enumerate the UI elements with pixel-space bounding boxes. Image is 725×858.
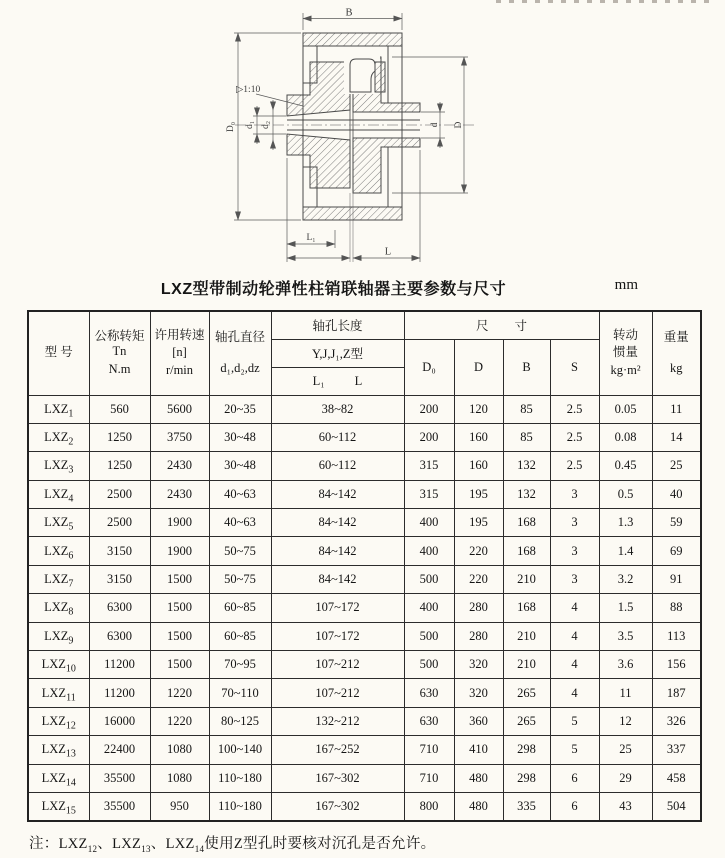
table-row xyxy=(28,423,701,451)
model-cell: $LXZ_{15}$ xyxy=(28,792,89,820)
value-cell: 4 xyxy=(550,679,599,707)
taper-label: ▷1:10 xyxy=(236,85,261,95)
value-cell: 2500 xyxy=(89,480,150,508)
value-cell: 80~125 xyxy=(209,707,271,735)
value-cell: 800 xyxy=(404,792,454,820)
table-row xyxy=(28,509,701,537)
header-dimensions: 尺寸 xyxy=(404,311,599,339)
dimension-lines xyxy=(234,13,468,262)
value-cell: 50~75 xyxy=(209,565,271,593)
value-cell: 337 xyxy=(652,736,701,764)
value-cell: 22400 xyxy=(89,736,150,764)
value-cell: 1900 xyxy=(150,509,209,537)
value-cell: 710 xyxy=(404,736,454,764)
header-inertia-line3: kg·m² xyxy=(610,363,641,378)
value-cell: 6 xyxy=(550,792,599,820)
coupling-body xyxy=(287,33,420,220)
value-cell: 3 xyxy=(550,537,599,565)
value-cell: 35500 xyxy=(89,764,150,792)
title-row xyxy=(27,276,700,300)
dim-label-d2: d₂ xyxy=(261,120,271,130)
value-cell: 3750 xyxy=(150,423,209,451)
value-cell: 4 xyxy=(550,651,599,679)
value-cell: 40~63 xyxy=(209,480,271,508)
value-cell: 35500 xyxy=(89,792,150,820)
value-cell: 167~302 xyxy=(271,764,404,792)
model-cell: $LXZ_{10}$ xyxy=(28,651,89,679)
dim-label-D: D xyxy=(454,121,464,129)
model-cell: $LXZ_8$ xyxy=(28,594,89,622)
value-cell: 187 xyxy=(652,679,701,707)
value-cell: 25 xyxy=(599,736,652,764)
value-cell: 20~35 xyxy=(209,395,271,423)
table-row xyxy=(28,792,701,820)
value-cell: 210 xyxy=(503,565,550,593)
value-cell: 40~63 xyxy=(209,509,271,537)
value-cell: 2500 xyxy=(89,509,150,537)
value-cell: 84~142 xyxy=(271,565,404,593)
table-row xyxy=(28,707,701,735)
model-cell: $LXZ_1$ xyxy=(28,395,89,423)
header-torque-line1: 公称转矩Tn xyxy=(94,328,145,359)
value-cell: 50~75 xyxy=(209,537,271,565)
page-title: LXZ型带制动轮弹性柱销联轴器主要参数与尺寸 xyxy=(160,281,507,298)
value-cell: 210 xyxy=(503,622,550,650)
value-cell: 60~85 xyxy=(209,622,271,650)
value-cell: 0.05 xyxy=(599,395,652,423)
value-cell: 4 xyxy=(550,594,599,622)
table-row xyxy=(28,565,701,593)
value-cell: 195 xyxy=(454,509,503,537)
model-cell: $LXZ_9$ xyxy=(28,622,89,650)
value-cell: 265 xyxy=(503,707,550,735)
table-body xyxy=(28,395,701,821)
value-cell: 1080 xyxy=(150,764,209,792)
value-cell: 1500 xyxy=(150,565,209,593)
value-cell: 3.5 xyxy=(599,622,652,650)
header-speed-line2: [n] xyxy=(172,345,187,360)
model-cell: $LXZ_3$ xyxy=(28,452,89,480)
value-cell: 1250 xyxy=(89,452,150,480)
model-cell: $LXZ_7$ xyxy=(28,565,89,593)
value-cell: 84~142 xyxy=(271,480,404,508)
dim-label-d: d xyxy=(430,122,440,128)
value-cell: 120 xyxy=(454,395,503,423)
header-model-label: 型 号 xyxy=(44,345,73,360)
clipped-text-fragment xyxy=(496,0,710,3)
header-weight-line1: 重量 xyxy=(663,329,689,344)
value-cell: 630 xyxy=(404,707,454,735)
value-cell: 1220 xyxy=(150,679,209,707)
value-cell: 200 xyxy=(404,423,454,451)
header-weight xyxy=(652,311,701,395)
value-cell: 59 xyxy=(652,509,701,537)
value-cell: 5 xyxy=(550,707,599,735)
value-cell: 560 xyxy=(89,395,150,423)
value-cell: 85 xyxy=(503,423,550,451)
model-cell: $LXZ_4$ xyxy=(28,480,89,508)
value-cell: 107~172 xyxy=(271,622,404,650)
value-cell: 88 xyxy=(652,594,701,622)
parameter-table xyxy=(27,310,702,822)
value-cell: 5600 xyxy=(150,395,209,423)
table-row xyxy=(28,452,701,480)
value-cell: 167~302 xyxy=(271,792,404,820)
header-L1-label: L₁ xyxy=(312,373,325,388)
value-cell: 1080 xyxy=(150,736,209,764)
value-cell: 1.4 xyxy=(599,537,652,565)
value-cell: 70~95 xyxy=(209,651,271,679)
value-cell: 1220 xyxy=(150,707,209,735)
value-cell: 480 xyxy=(454,792,503,820)
value-cell: 132~212 xyxy=(271,707,404,735)
value-cell: 30~48 xyxy=(209,452,271,480)
header-L-label: L xyxy=(354,373,363,388)
value-cell: 2.5 xyxy=(550,395,599,423)
value-cell: 458 xyxy=(652,764,701,792)
value-cell: 60~112 xyxy=(271,423,404,451)
header-inertia-line2: 惯量 xyxy=(613,345,639,360)
table-header xyxy=(28,311,701,395)
header-bore-length: 轴孔长度 xyxy=(271,311,404,339)
value-cell: 25 xyxy=(652,452,701,480)
value-cell: 280 xyxy=(454,622,503,650)
value-cell: 220 xyxy=(454,537,503,565)
value-cell: 3.6 xyxy=(599,651,652,679)
value-cell: 315 xyxy=(404,452,454,480)
value-cell: 335 xyxy=(503,792,550,820)
value-cell: 320 xyxy=(454,651,503,679)
value-cell: 3150 xyxy=(89,537,150,565)
value-cell: 107~212 xyxy=(271,679,404,707)
header-bore-diameter-line1: 轴孔直径 xyxy=(214,329,265,344)
header-weight-line2: kg xyxy=(670,361,683,376)
header-speed xyxy=(150,311,209,395)
header-col-S: S xyxy=(550,339,599,395)
value-cell: 84~142 xyxy=(271,537,404,565)
header-speed-line3: r/min xyxy=(165,363,194,378)
header-bore-diameter xyxy=(209,311,271,395)
value-cell: 3150 xyxy=(89,565,150,593)
value-cell: 360 xyxy=(454,707,503,735)
value-cell: 2430 xyxy=(150,452,209,480)
value-cell: 69 xyxy=(652,537,701,565)
value-cell: 156 xyxy=(652,651,701,679)
value-cell: 4 xyxy=(550,622,599,650)
value-cell: 11200 xyxy=(89,651,150,679)
header-L1-L xyxy=(271,367,404,395)
value-cell: 6300 xyxy=(89,594,150,622)
value-cell: 950 xyxy=(150,792,209,820)
dim-label-B: B xyxy=(345,7,353,19)
header-inertia-line1: 转动 xyxy=(613,327,639,342)
value-cell: 320 xyxy=(454,679,503,707)
value-cell: 30~48 xyxy=(209,423,271,451)
value-cell: 29 xyxy=(599,764,652,792)
value-cell: 0.45 xyxy=(599,452,652,480)
value-cell: 91 xyxy=(652,565,701,593)
value-cell: 298 xyxy=(503,764,550,792)
value-cell: 11 xyxy=(599,679,652,707)
dim-label-L1: L₁ xyxy=(306,233,316,243)
table-row xyxy=(28,736,701,764)
value-cell: 504 xyxy=(652,792,701,820)
value-cell: 70~110 xyxy=(209,679,271,707)
model-cell: $LXZ_2$ xyxy=(28,423,89,451)
value-cell: 480 xyxy=(454,764,503,792)
value-cell: 160 xyxy=(454,423,503,451)
value-cell: 167~252 xyxy=(271,736,404,764)
value-cell: 43 xyxy=(599,792,652,820)
table-row xyxy=(28,651,701,679)
value-cell: 5 xyxy=(550,736,599,764)
unit-label: mm xyxy=(614,277,638,293)
dim-label-d1: d₁ xyxy=(245,120,255,130)
value-cell: 107~172 xyxy=(271,594,404,622)
value-cell: 195 xyxy=(454,480,503,508)
value-cell: 168 xyxy=(503,594,550,622)
model-cell: $LXZ_{12}$ xyxy=(28,707,89,735)
value-cell: 2.5 xyxy=(550,423,599,451)
table-row xyxy=(28,537,701,565)
value-cell: 110~180 xyxy=(209,792,271,820)
table-row xyxy=(28,594,701,622)
value-cell: 60~112 xyxy=(271,452,404,480)
value-cell: 500 xyxy=(404,622,454,650)
value-cell: 11200 xyxy=(89,679,150,707)
table-row xyxy=(28,679,701,707)
value-cell: 200 xyxy=(404,395,454,423)
value-cell: 1250 xyxy=(89,423,150,451)
value-cell: 11 xyxy=(652,395,701,423)
value-cell: 107~212 xyxy=(271,651,404,679)
header-col-B: B xyxy=(503,339,550,395)
value-cell: 220 xyxy=(454,565,503,593)
value-cell: 1500 xyxy=(150,622,209,650)
table-row xyxy=(28,622,701,650)
table-row xyxy=(28,480,701,508)
value-cell: 1500 xyxy=(150,594,209,622)
header-col-D: D xyxy=(454,339,503,395)
model-cell: $LXZ_5$ xyxy=(28,509,89,537)
value-cell: 0.5 xyxy=(599,480,652,508)
value-cell: 6300 xyxy=(89,622,150,650)
header-bore-diameter-line2: d₁,d₂,dz xyxy=(220,361,260,376)
value-cell: 6 xyxy=(550,764,599,792)
value-cell: 410 xyxy=(454,736,503,764)
value-cell: 3 xyxy=(550,509,599,537)
footnote: 注：$LXZ_{12}$、$LXZ_{13}$、$LXZ_{14}$使用Z型孔时要核对沉孔是否允许。 xyxy=(29,836,436,854)
value-cell: 1900 xyxy=(150,537,209,565)
value-cell: 168 xyxy=(503,537,550,565)
value-cell: 0.08 xyxy=(599,423,652,451)
value-cell: 113 xyxy=(652,622,701,650)
value-cell: 84~142 xyxy=(271,509,404,537)
dim-label-L: L xyxy=(384,246,392,258)
model-cell: $LXZ_6$ xyxy=(28,537,89,565)
value-cell: 2430 xyxy=(150,480,209,508)
model-cell: $LXZ_{14}$ xyxy=(28,764,89,792)
value-cell: 710 xyxy=(404,764,454,792)
model-cell: $LXZ_{13}$ xyxy=(28,736,89,764)
value-cell: 85 xyxy=(503,395,550,423)
value-cell: 1500 xyxy=(150,651,209,679)
value-cell: 265 xyxy=(503,679,550,707)
value-cell: 500 xyxy=(404,565,454,593)
value-cell: 100~140 xyxy=(209,736,271,764)
value-cell: 1.5 xyxy=(599,594,652,622)
value-cell: 280 xyxy=(454,594,503,622)
value-cell: 110~180 xyxy=(209,764,271,792)
value-cell: 400 xyxy=(404,594,454,622)
value-cell: 630 xyxy=(404,679,454,707)
value-cell: 1.3 xyxy=(599,509,652,537)
value-cell: 400 xyxy=(404,537,454,565)
header-col-D0: D₀ xyxy=(404,339,454,395)
value-cell: 132 xyxy=(503,480,550,508)
value-cell: 168 xyxy=(503,509,550,537)
header-model xyxy=(28,311,89,395)
value-cell: 2.5 xyxy=(550,452,599,480)
value-cell: 160 xyxy=(454,452,503,480)
model-cell: $LXZ_{11}$ xyxy=(28,679,89,707)
value-cell: 12 xyxy=(599,707,652,735)
value-cell: 210 xyxy=(503,651,550,679)
value-cell: 60~85 xyxy=(209,594,271,622)
table-row xyxy=(28,395,701,423)
table-row xyxy=(28,764,701,792)
value-cell: 326 xyxy=(652,707,701,735)
header-torque xyxy=(89,311,150,395)
value-cell: 500 xyxy=(404,651,454,679)
value-cell: 3.2 xyxy=(599,565,652,593)
value-cell: 14 xyxy=(652,423,701,451)
header-inertia xyxy=(599,311,652,395)
value-cell: 315 xyxy=(404,480,454,508)
value-cell: 400 xyxy=(404,509,454,537)
header-torque-line2: N.m xyxy=(108,362,131,377)
value-cell: 3 xyxy=(550,480,599,508)
coupling-section-drawing xyxy=(213,0,503,272)
value-cell: 16000 xyxy=(89,707,150,735)
value-cell: 132 xyxy=(503,452,550,480)
header-bore-length-types: Y,J,J₁,Z型 xyxy=(271,339,404,367)
header-speed-line1: 许用转速 xyxy=(154,327,205,342)
value-cell: 3 xyxy=(550,565,599,593)
value-cell: 298 xyxy=(503,736,550,764)
value-cell: 38~82 xyxy=(271,395,404,423)
value-cell: 40 xyxy=(652,480,701,508)
dim-label-D0: D₀ xyxy=(226,121,236,133)
